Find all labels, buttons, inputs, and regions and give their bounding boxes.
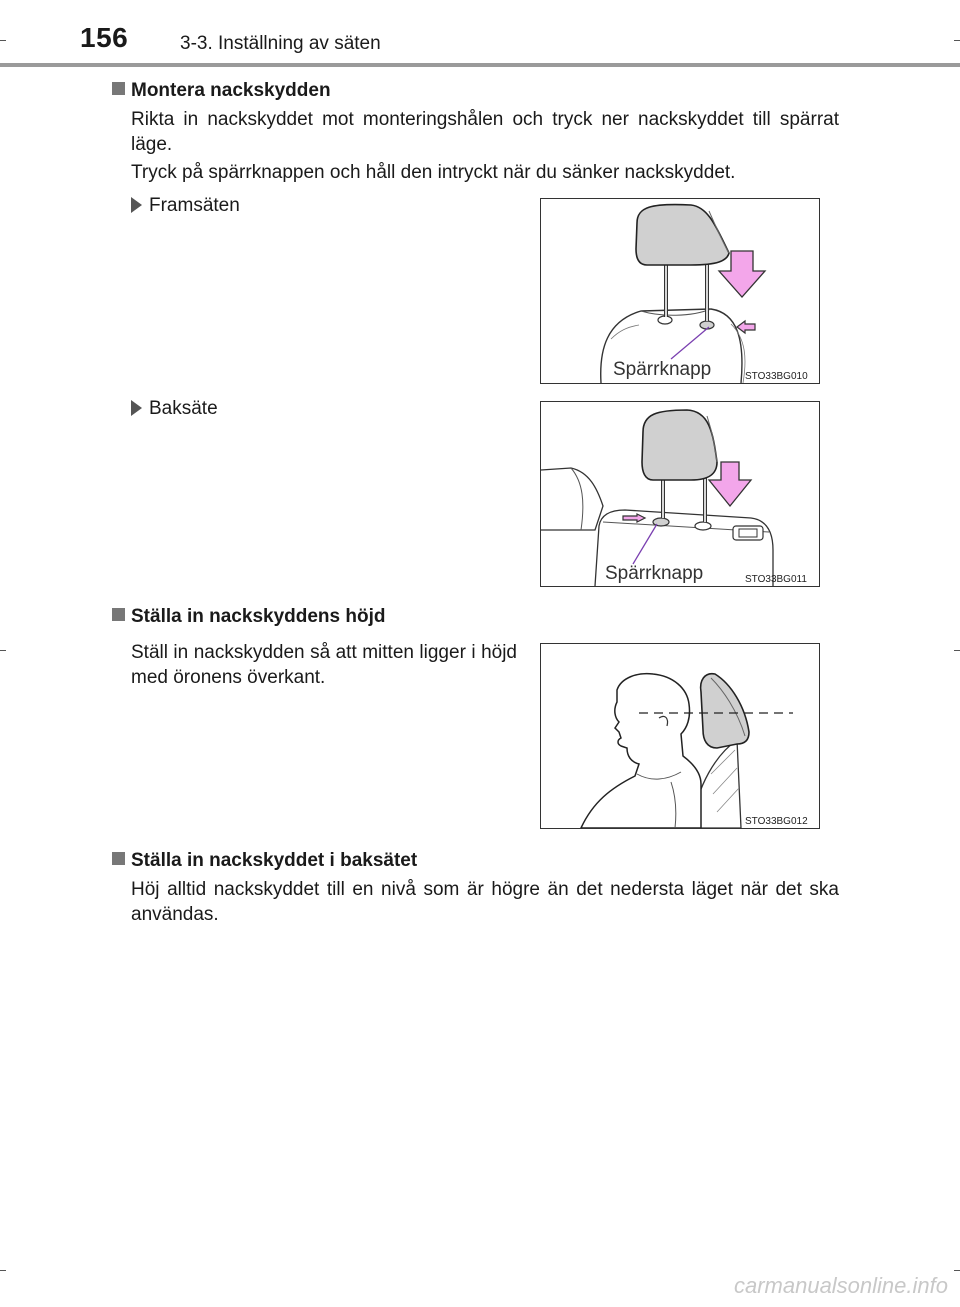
square-bullet-icon bbox=[112, 82, 125, 95]
crop-mark bbox=[0, 650, 6, 651]
triangle-bullet-icon bbox=[131, 197, 142, 213]
figure-code-rear: STO33BG011 bbox=[745, 574, 807, 585]
paragraph-montera-1: Rikta in nackskyddet mot monteringshålen och tryck ner nackskyddet till spärrat läge. bbox=[131, 109, 839, 155]
page-number: 156 bbox=[80, 22, 129, 53]
crop-mark bbox=[954, 650, 960, 651]
subsection-framsaten: Framsäten bbox=[131, 195, 240, 217]
figure-code-height: STO33BG012 bbox=[745, 816, 808, 827]
paragraph-hojd: Ställ in nackskydden så att mitten ligger i höjd med öronens överkant. bbox=[131, 642, 517, 688]
subsection-baksate: Baksäte bbox=[131, 398, 218, 420]
section-heading-montera: Montera nackskydden bbox=[112, 80, 331, 102]
paragraph-montera-2: Tryck på spärrknappen och håll den intryckt när du sänker nackskyddet. bbox=[131, 162, 736, 183]
section-heading-hojd: Ställa in nackskyddens höjd bbox=[112, 606, 385, 628]
figure-front-headrest bbox=[540, 198, 820, 384]
crop-mark bbox=[954, 1270, 960, 1271]
figure-headrest-height bbox=[540, 643, 820, 829]
paragraph-baksatet: Höj alltid nackskyddet till en nivå som är högre än det nedersta läget när det ska användas. bbox=[131, 879, 839, 925]
crop-mark bbox=[0, 1270, 6, 1271]
square-bullet-icon bbox=[112, 608, 125, 621]
triangle-bullet-icon bbox=[131, 400, 142, 416]
figure-label-front: Spärrknapp bbox=[613, 359, 712, 380]
crop-mark bbox=[0, 40, 6, 41]
figure-rear-headrest bbox=[540, 401, 820, 587]
watermark: carmanualsonline.info bbox=[733, 1273, 948, 1298]
figure-label-rear: Spärrknapp bbox=[605, 563, 704, 584]
chapter-title: 3-3. Inställning av säten bbox=[180, 33, 381, 54]
figure-code-front: STO33BG010 bbox=[745, 371, 808, 382]
square-bullet-icon bbox=[112, 852, 125, 865]
section-heading-baksatet: Ställa in nackskyddet i baksätet bbox=[112, 850, 417, 872]
crop-mark bbox=[954, 40, 960, 41]
header-rule bbox=[0, 63, 960, 67]
